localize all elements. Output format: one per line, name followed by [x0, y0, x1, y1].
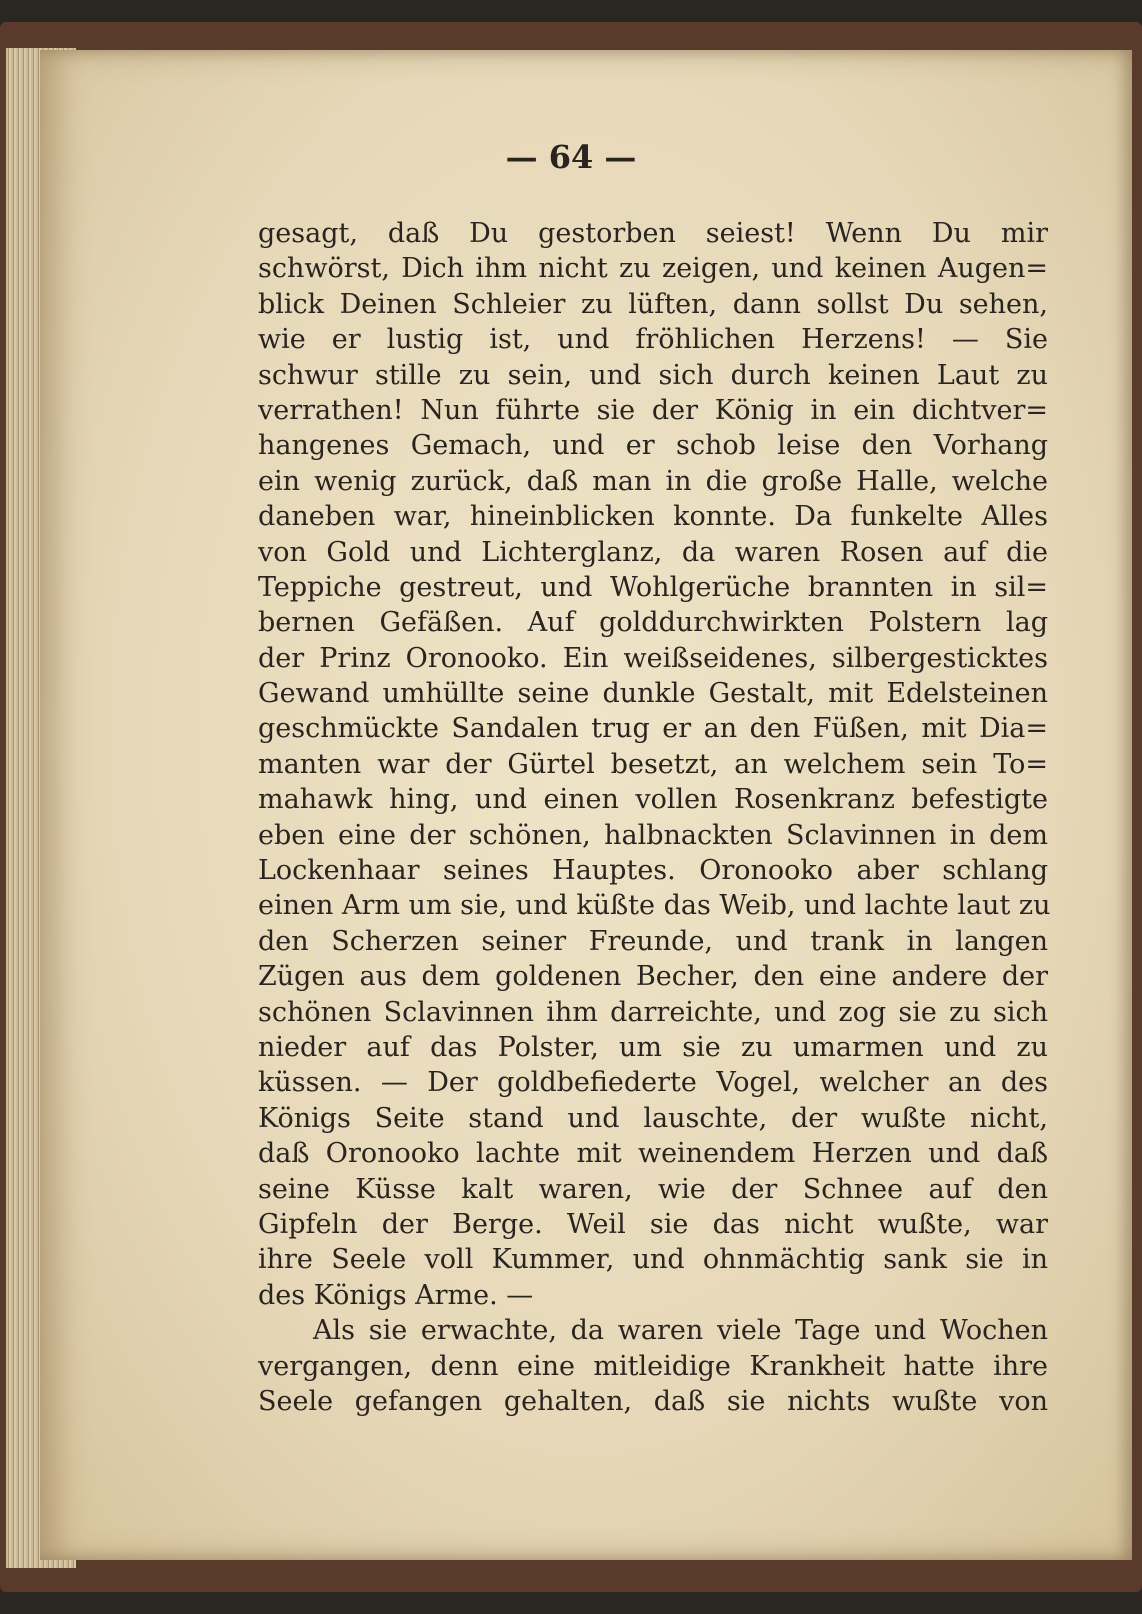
- text-line: den Scherzen seiner Freunde, und trank in langen: [258, 925, 1048, 957]
- text-line: seine Küsse kalt waren, wie der Schnee auf den: [258, 1173, 1048, 1205]
- text-line: wie er lustig ist, und fröhlichen Herzens! — Sie: [258, 324, 1048, 356]
- text-line: von Gold und Lichterglanz, da waren Rosen auf die: [258, 536, 1048, 568]
- text-line: Gipfeln der Berge. Weil sie das nicht wußte, war: [258, 1208, 1048, 1240]
- text-line: der Prinz Oronooko. Ein weißseidenes, silbergesticktes: [258, 642, 1048, 674]
- text-line: ihre Seele voll Kummer, und ohnmächtig sank sie in: [258, 1244, 1048, 1276]
- text-line: vergangen, denn eine mitleidige Krankheit hatte ihre: [258, 1350, 1048, 1382]
- text-line: küssen. — Der goldbefiederte Vogel, welcher an des: [258, 1067, 1048, 1099]
- text-line: Königs Seite stand und lauschte, der wußte nicht,: [258, 1102, 1048, 1134]
- text-line: hangenes Gemach, und er schob leise den Vorhang: [258, 430, 1048, 462]
- text-line: ein wenig zurück, daß man in die große Halle, welche: [258, 465, 1048, 497]
- text-line: Seele gefangen gehalten, daß sie nichts wußte von: [258, 1385, 1048, 1417]
- text-line: daß Oronooko lachte mit weinendem Herzen und daß: [258, 1138, 1048, 1170]
- text-line: schwörst, Dich ihm nicht zu zeigen, und keinen Augen=: [258, 253, 1048, 285]
- text-line: schönen Sclavinnen ihm darreichte, und zog sie zu sich: [258, 996, 1048, 1028]
- text-line: blick Deinen Schleier zu lüften, dann sollst Du sehen,: [258, 288, 1048, 320]
- text-line: manten war der Gürtel besetzt, an welchem sein To=: [258, 748, 1048, 780]
- text-line: gesagt, daß Du gestorben seiest! Wenn Du mir: [258, 218, 1048, 249]
- text-line: des Königs Arme. —: [258, 1279, 534, 1311]
- body-text: [258, 216, 1051, 1419]
- text-line: mahawk hing, und einen vollen Rosenkranz befestigte: [258, 784, 1048, 816]
- text-line: daneben war, hineinblicken konnte. Da funkelte Alles: [258, 501, 1048, 533]
- text-line: Teppiche gestreut, und Wohlgerüche brannten in sil=: [258, 571, 1048, 603]
- text-line: Lockenhaar seines Hauptes. Oronooko aber schlang: [258, 855, 1048, 887]
- text-line: eben eine der schönen, halbnackten Sclavinnen in dem: [258, 819, 1048, 851]
- text-line: bernen Gefäßen. Auf golddurchwirkten Polstern lag: [258, 607, 1048, 639]
- text-line: verrathen! Nun führte sie der König in ein dichtver=: [258, 394, 1048, 426]
- text-line: Gewand umhüllte seine dunkle Gestalt, mit Edelsteinen: [258, 678, 1048, 710]
- text-line: geschmückte Sandalen trug er an den Füßen, mit Dia=: [258, 713, 1048, 745]
- text-line: Zügen aus dem goldenen Becher, den eine andere der: [258, 961, 1048, 993]
- text-line: Als sie erwachte, da waren viele Tage und Wochen: [313, 1315, 1048, 1347]
- text-line: nieder auf das Polster, um sie zu umarmen und zu: [258, 1031, 1048, 1063]
- text-line: einen Arm um sie, und küßte das Weib, und lachte laut zu: [258, 890, 1051, 922]
- text-line: schwur stille zu sein, und sich durch keinen Laut zu: [258, 359, 1048, 391]
- page-number: — 64 —: [505, 138, 637, 176]
